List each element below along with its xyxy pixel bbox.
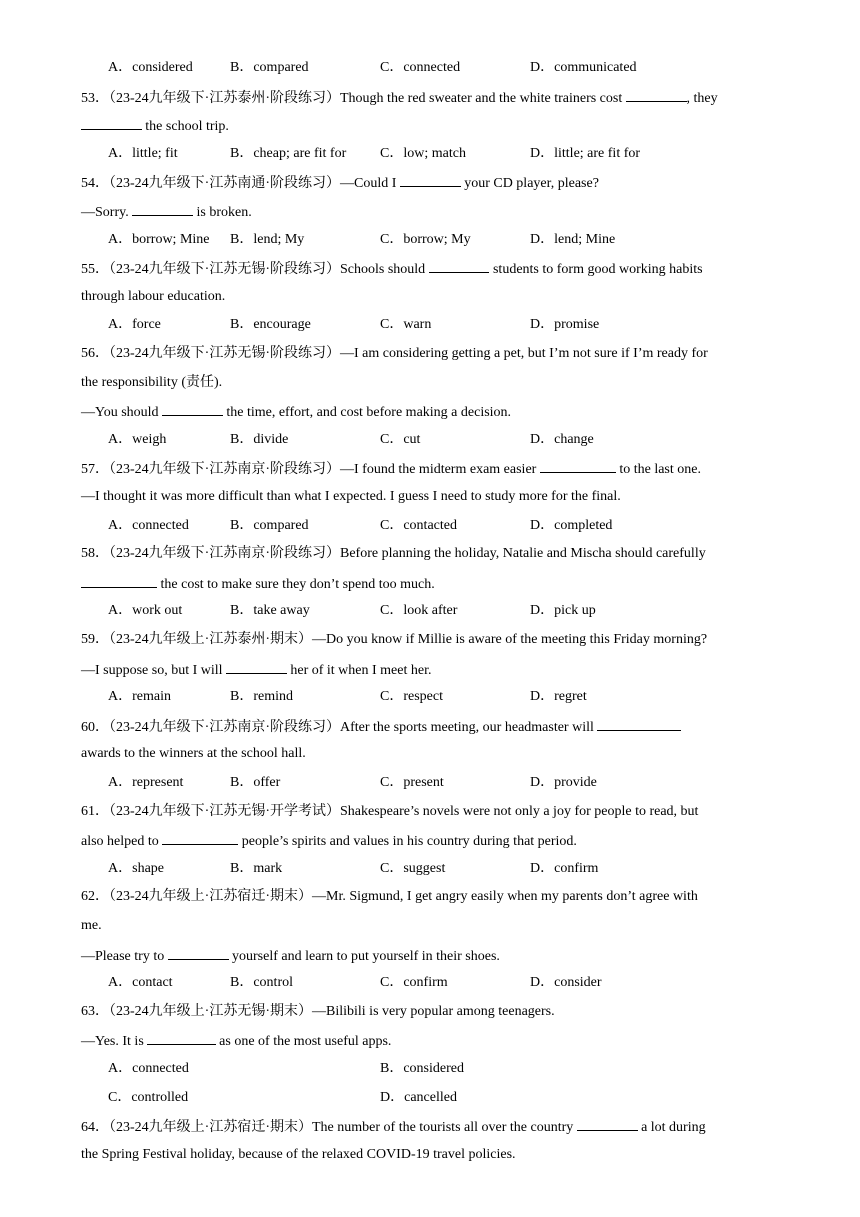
option-c [380,517,457,535]
question-first-line [81,631,707,649]
option-letter: B． [230,231,254,247]
question-first-line [81,173,599,193]
option-text: controlled [131,1089,189,1105]
option-letter: B． [230,689,254,705]
option-text: respect [403,689,443,705]
answer-blank [81,116,142,130]
option-a [108,602,182,620]
question-source: （23-24九年级上·江苏宿迁·期末） [109,1120,312,1136]
question-first-line [81,545,706,563]
answer-blank [162,402,223,416]
question-text: the school trip. [141,119,229,135]
option-text: force [132,317,161,333]
question-text: the time, effort, and cost before making a decision. [222,405,512,421]
option-letter: D． [530,145,555,161]
answer-blank [226,660,287,674]
question-line [81,831,577,851]
question-first-line [81,803,698,821]
option-letter: D． [530,231,555,247]
question-text: —Mr. Sigmund, I get angry easily when my parents don’t agree with [312,889,698,905]
question-text: , they [686,90,718,106]
question-text: your CD player, please? [460,176,599,192]
option-text: contacted [403,517,457,533]
question-text: the Spring Festival holiday, because of the relaxed COVID-19 travel policies. [81,1146,516,1162]
question-source: （23-24九年级下·江苏南通·阶段练习） [109,176,340,192]
option-d [530,316,599,334]
option-text: provide [554,775,597,790]
question-first-line [81,717,681,737]
option-text: lend; Mine [554,231,616,247]
option-letter: C． [380,775,404,790]
option-letter: B． [230,603,254,619]
option-text: contact [132,975,173,991]
question-line [81,946,500,966]
question-text: awards to the winners at the school hall. [81,746,306,762]
answer-blank [597,717,681,731]
option-text: warn [403,317,432,333]
question-text: —You should [81,405,163,421]
option-b [230,431,288,449]
question-line [81,374,222,392]
option-a [108,145,178,163]
option-text: remain [132,689,171,705]
option-text: compared [253,60,309,75]
question-line [81,660,431,680]
question-line [81,202,252,222]
option-b [230,316,311,334]
question-source: （23-24九年级下·江苏无锡·阶段练习） [109,346,340,361]
option-c [380,974,448,992]
option-letter: D． [530,975,555,991]
question-text: the responsibility (责任). [81,374,223,390]
option-text: confirm [554,860,599,876]
option-letter: A． [108,431,133,447]
question-number: 61． [81,803,109,819]
option-text: cancelled [404,1089,457,1105]
option-letter: D． [530,431,555,447]
option-text: connected [132,517,189,533]
option-text: considered [132,60,193,75]
option-letter: D． [530,775,555,790]
option-c [108,1089,188,1107]
option-a [108,688,171,706]
option-text: borrow; Mine [132,231,210,247]
option-b [380,1060,464,1078]
option-letter: B． [230,60,254,75]
option-letter: A． [108,775,133,790]
option-text: confirm [403,975,448,991]
question-text: me. [81,918,102,933]
question-line [81,488,621,506]
option-letter: B． [230,775,254,790]
option-c [380,602,457,620]
answer-blank [162,831,238,845]
question-source: （23-24九年级上·江苏宿迁·期末） [109,889,312,905]
option-b [230,59,309,77]
option-c [380,231,471,249]
option-letter: C． [380,431,404,447]
question-source: （23-24九年级下·江苏无锡·阶段练习） [109,262,340,278]
question-number: 60． [81,719,109,735]
option-b [230,231,304,249]
option-text: completed [554,517,613,533]
option-letter: B． [230,145,254,161]
option-letter: B． [230,517,254,533]
question-text: yourself and learn to put yourself in their shoes. [228,948,500,964]
option-b [230,774,280,792]
option-letter: B． [230,860,254,876]
question-line [81,116,229,136]
option-c [380,59,460,77]
question-text: also helped to [81,834,163,850]
question-number: 53． [81,90,109,106]
answer-blank [168,946,229,960]
question-number: 59． [81,632,109,647]
option-a [108,1060,189,1078]
option-text: remind [253,689,293,705]
option-text: cheap; are fit for [253,145,347,161]
question-text: Before planning the holiday, Natalie and Mischa should carefully [340,546,706,562]
option-text: offer [253,775,281,790]
question-text: as one of the most useful apps. [215,1034,392,1050]
answer-blank [429,259,490,273]
option-d [530,860,598,878]
question-text: through labour education. [81,288,226,304]
option-d [530,517,612,535]
question-text: —Sorry. [81,205,133,220]
option-letter: A． [108,689,133,705]
question-text: —I am considering getting a pet, but I’m not sure if I’m ready for [340,346,708,361]
option-letter: C． [380,231,404,247]
option-letter: A． [108,860,133,876]
option-d [530,602,596,620]
option-text: little; fit [132,145,178,161]
option-text: shape [132,860,165,876]
option-a [108,316,161,334]
question-source: （23-24九年级下·江苏南京·阶段练习） [109,546,340,562]
question-number: 57． [81,462,109,478]
option-letter: D． [530,860,555,876]
question-source: （23-24九年级下·江苏南京·阶段练习） [109,719,340,735]
option-letter: A． [108,145,133,161]
option-letter: C． [380,145,404,161]
question-number: 55． [81,262,109,278]
question-line [81,917,102,935]
question-number: 62． [81,889,109,905]
option-letter: C． [380,317,404,333]
option-letter: B． [230,431,254,447]
option-letter: C． [380,517,404,533]
option-c [380,431,420,449]
question-number: 58． [81,546,109,562]
option-letter: A． [108,603,133,619]
option-letter: C． [380,860,404,876]
option-text: consider [554,975,602,991]
option-text: regret [554,689,587,705]
option-d [380,1089,457,1107]
option-a [108,860,164,878]
option-text: compared [253,517,309,533]
question-source: （23-24九年级下·江苏泰州·阶段练习） [109,90,340,106]
question-line [81,1146,516,1164]
option-b [230,145,346,163]
option-text: borrow; My [403,231,471,247]
option-text: promise [554,317,600,333]
question-text: Shakespeare’s novels were not only a joy for people to read, but [340,803,699,819]
option-c [380,774,444,792]
option-text: cut [403,431,421,447]
option-text: mark [253,860,283,876]
option-text: connected [403,60,461,75]
question-first-line [81,345,708,363]
question-text: —Bilibili is very popular among teenagers. [312,1003,555,1019]
question-line [81,574,435,594]
option-text: considered [403,1061,464,1076]
option-text: little; are fit for [554,145,641,161]
question-source: （23-24九年级下·江苏无锡·开学考试） [109,803,340,819]
question-first-line [81,459,701,479]
question-number: 63． [81,1003,109,1019]
question-source: （23-24九年级上·江苏泰州·期末） [109,632,312,647]
option-letter: B． [230,975,254,991]
question-number: 54． [81,176,109,192]
question-source: （23-24九年级上·江苏无锡·期末） [109,1003,312,1019]
option-letter: D． [530,689,555,705]
option-d [530,774,597,792]
question-number: 64． [81,1120,109,1136]
option-text: take away [253,603,310,619]
option-letter: C． [380,603,404,619]
question-first-line [81,88,718,108]
option-letter: D． [530,603,555,619]
question-text: —I found the midterm exam easier [340,462,540,478]
option-letter: A． [108,231,133,247]
option-a [108,974,173,992]
answer-blank [147,1031,215,1045]
option-letter: D． [530,517,555,533]
question-text: —Please try to [81,948,168,964]
option-letter: C． [380,975,404,991]
question-line [81,402,511,422]
option-letter: C． [380,60,404,75]
option-text: weigh [132,431,167,447]
option-c [380,145,466,163]
answer-blank [132,202,193,216]
question-first-line [81,1117,706,1137]
option-c [380,316,431,334]
option-text: divide [253,431,289,447]
option-c [380,860,445,878]
option-text: control [253,975,293,991]
option-letter: A． [108,1061,133,1076]
option-letter: C． [380,689,404,705]
question-text: —Do you know if Millie is aware of the meeting this Friday morning? [312,632,708,647]
option-text: change [554,431,594,447]
option-b [230,860,282,878]
question-text: —I thought it was more difficult than what I expected. I guess I need to study more for the final. [81,489,621,504]
option-text: lend; My [253,231,305,247]
question-text: —I suppose so, but I will [81,662,227,678]
question-first-line [81,259,703,279]
question-text: —Yes. It is [81,1034,148,1050]
answer-blank [626,88,687,102]
option-text: present [403,775,444,790]
option-letter: A． [108,517,133,533]
question-text: to the last one. [615,462,701,478]
option-text: work out [132,603,183,619]
option-d [530,231,615,249]
option-letter: B． [380,1061,404,1076]
option-letter: A． [108,317,133,333]
question-text: a lot during [637,1120,706,1136]
option-b [230,602,310,620]
option-text: encourage [253,317,311,333]
answer-blank [577,1117,638,1131]
option-b [230,974,293,992]
option-d [530,145,640,163]
option-d [530,59,637,77]
option-letter: A． [108,60,133,75]
answer-blank [81,574,157,588]
question-source: （23-24九年级下·江苏南京·阶段练习） [109,462,340,478]
question-text: is broken. [193,205,252,220]
question-first-line [81,1003,555,1021]
option-letter: A． [108,975,133,991]
question-text: her of it when I meet her. [286,662,432,678]
option-d [530,688,587,706]
option-text: communicated [554,60,637,75]
question-first-line [81,888,698,906]
question-text: the cost to make sure they don’t spend too much. [157,576,435,592]
question-text: The number of the tourists all over the country [312,1120,577,1136]
option-a [108,59,193,77]
option-a [108,774,183,792]
option-b [230,688,293,706]
option-text: low; match [403,145,466,161]
option-a [108,231,210,249]
question-text: Schools should [340,262,429,278]
option-text: represent [132,775,184,790]
option-letter: C． [108,1089,132,1105]
question-text: After the sports meeting, our headmaster will [340,719,598,735]
question-text: people’s spirits and values in his country during that period. [238,834,577,850]
question-text: Though the red sweater and the white trainers cost [340,90,626,106]
question-text: students to form good working habits [489,262,703,278]
option-text: pick up [554,603,596,619]
option-a [108,517,189,535]
option-letter: B． [230,317,254,333]
option-a [108,431,166,449]
option-text: connected [132,1061,189,1076]
question-number: 56． [81,346,109,361]
option-d [530,431,594,449]
option-c [380,688,443,706]
question-line [81,288,225,306]
option-letter: D． [380,1089,405,1105]
option-text: look after [403,603,458,619]
answer-blank [400,173,461,187]
answer-blank [540,459,616,473]
option-d [530,974,602,992]
option-text: suggest [403,860,446,876]
option-b [230,517,309,535]
option-letter: D． [530,317,555,333]
option-letter: D． [530,60,555,75]
question-text: —Could I [340,176,400,192]
question-line [81,1031,391,1051]
question-line [81,745,306,763]
